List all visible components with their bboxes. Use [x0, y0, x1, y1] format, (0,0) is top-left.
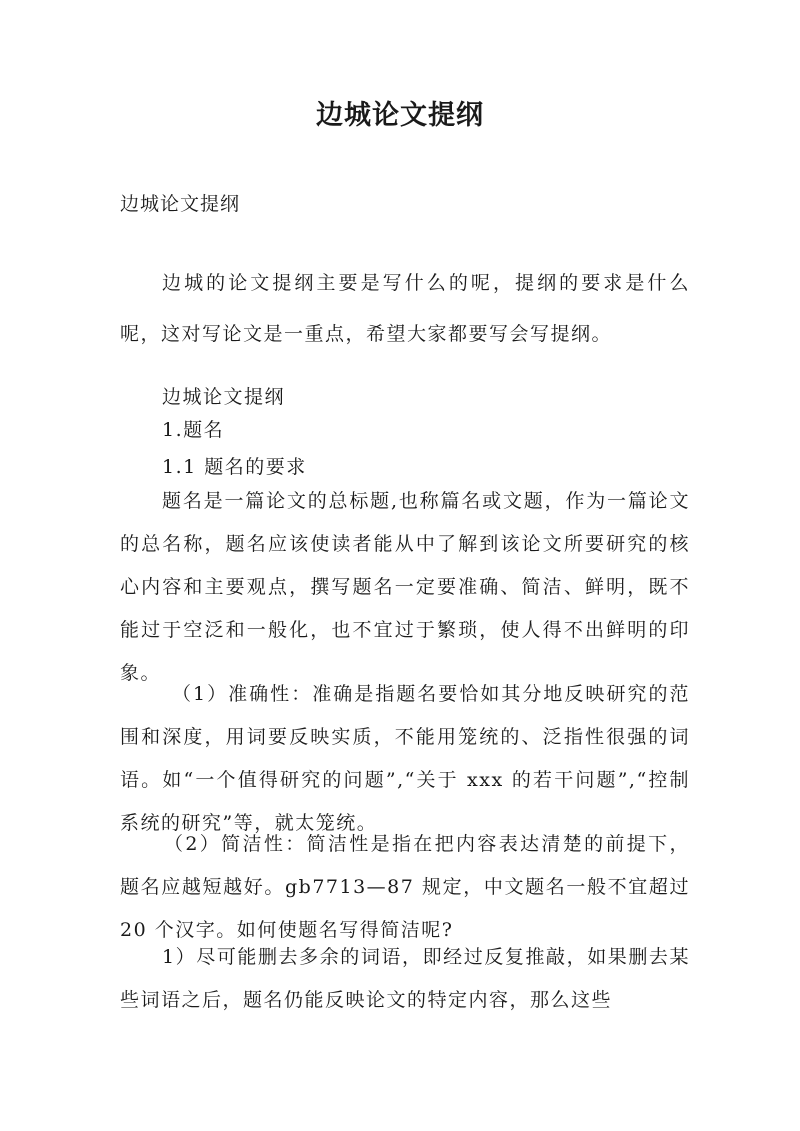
conciseness-paragraph: （2）简洁性：简洁性是指在把内容表达清楚的前提下，题名应越短越好。gb7713—87 规定，中文题名一般不宜超过 20 个汉字。如何使题名写得简洁呢?: [120, 833, 690, 941]
accuracy-paragraph: （1）准确性：准确是指题名要恰如其分地反映研究的范围和深度，用词要反映实质，不能用笼统的、泛指性很强的词语。如“一个值得研究的问题”,“关于 xxx 的若干问题”,“控制系统的研究”等，就太笼统。: [120, 683, 690, 834]
section-heading-1-1: 1.1 题名的要求: [162, 456, 307, 478]
document-title: 边城论文提纲: [316, 100, 484, 131]
document-subtitle: 边城论文提纲: [120, 193, 241, 215]
delete-words-paragraph: 1）尽可能删去多余的词语，即经过反复推敲，如果删去某些词语之后，题名仍能反映论文的特定内容，那么这些: [120, 946, 690, 1011]
title-requirement-paragraph: 题名是一篇论文的总标题,也称篇名或文题，作为一篇论文的总名称，题名应该使读者能从中了解到该论文所要研究的核心内容和主要观点，撰写题名一定要准确、简洁、鲜明，既不能过于空泛和一般化，也不宜过于繁琐，使人得不出鲜明的印象。: [120, 490, 690, 684]
outline-heading: 边城论文提纲: [162, 386, 286, 408]
section-heading-1: 1.题名: [162, 419, 225, 441]
intro-paragraph: 边城的论文提纲主要是写什么的呢，提纲的要求是什么呢，这对写论文是一重点，希望大家都要写会写提纲。: [120, 272, 690, 345]
